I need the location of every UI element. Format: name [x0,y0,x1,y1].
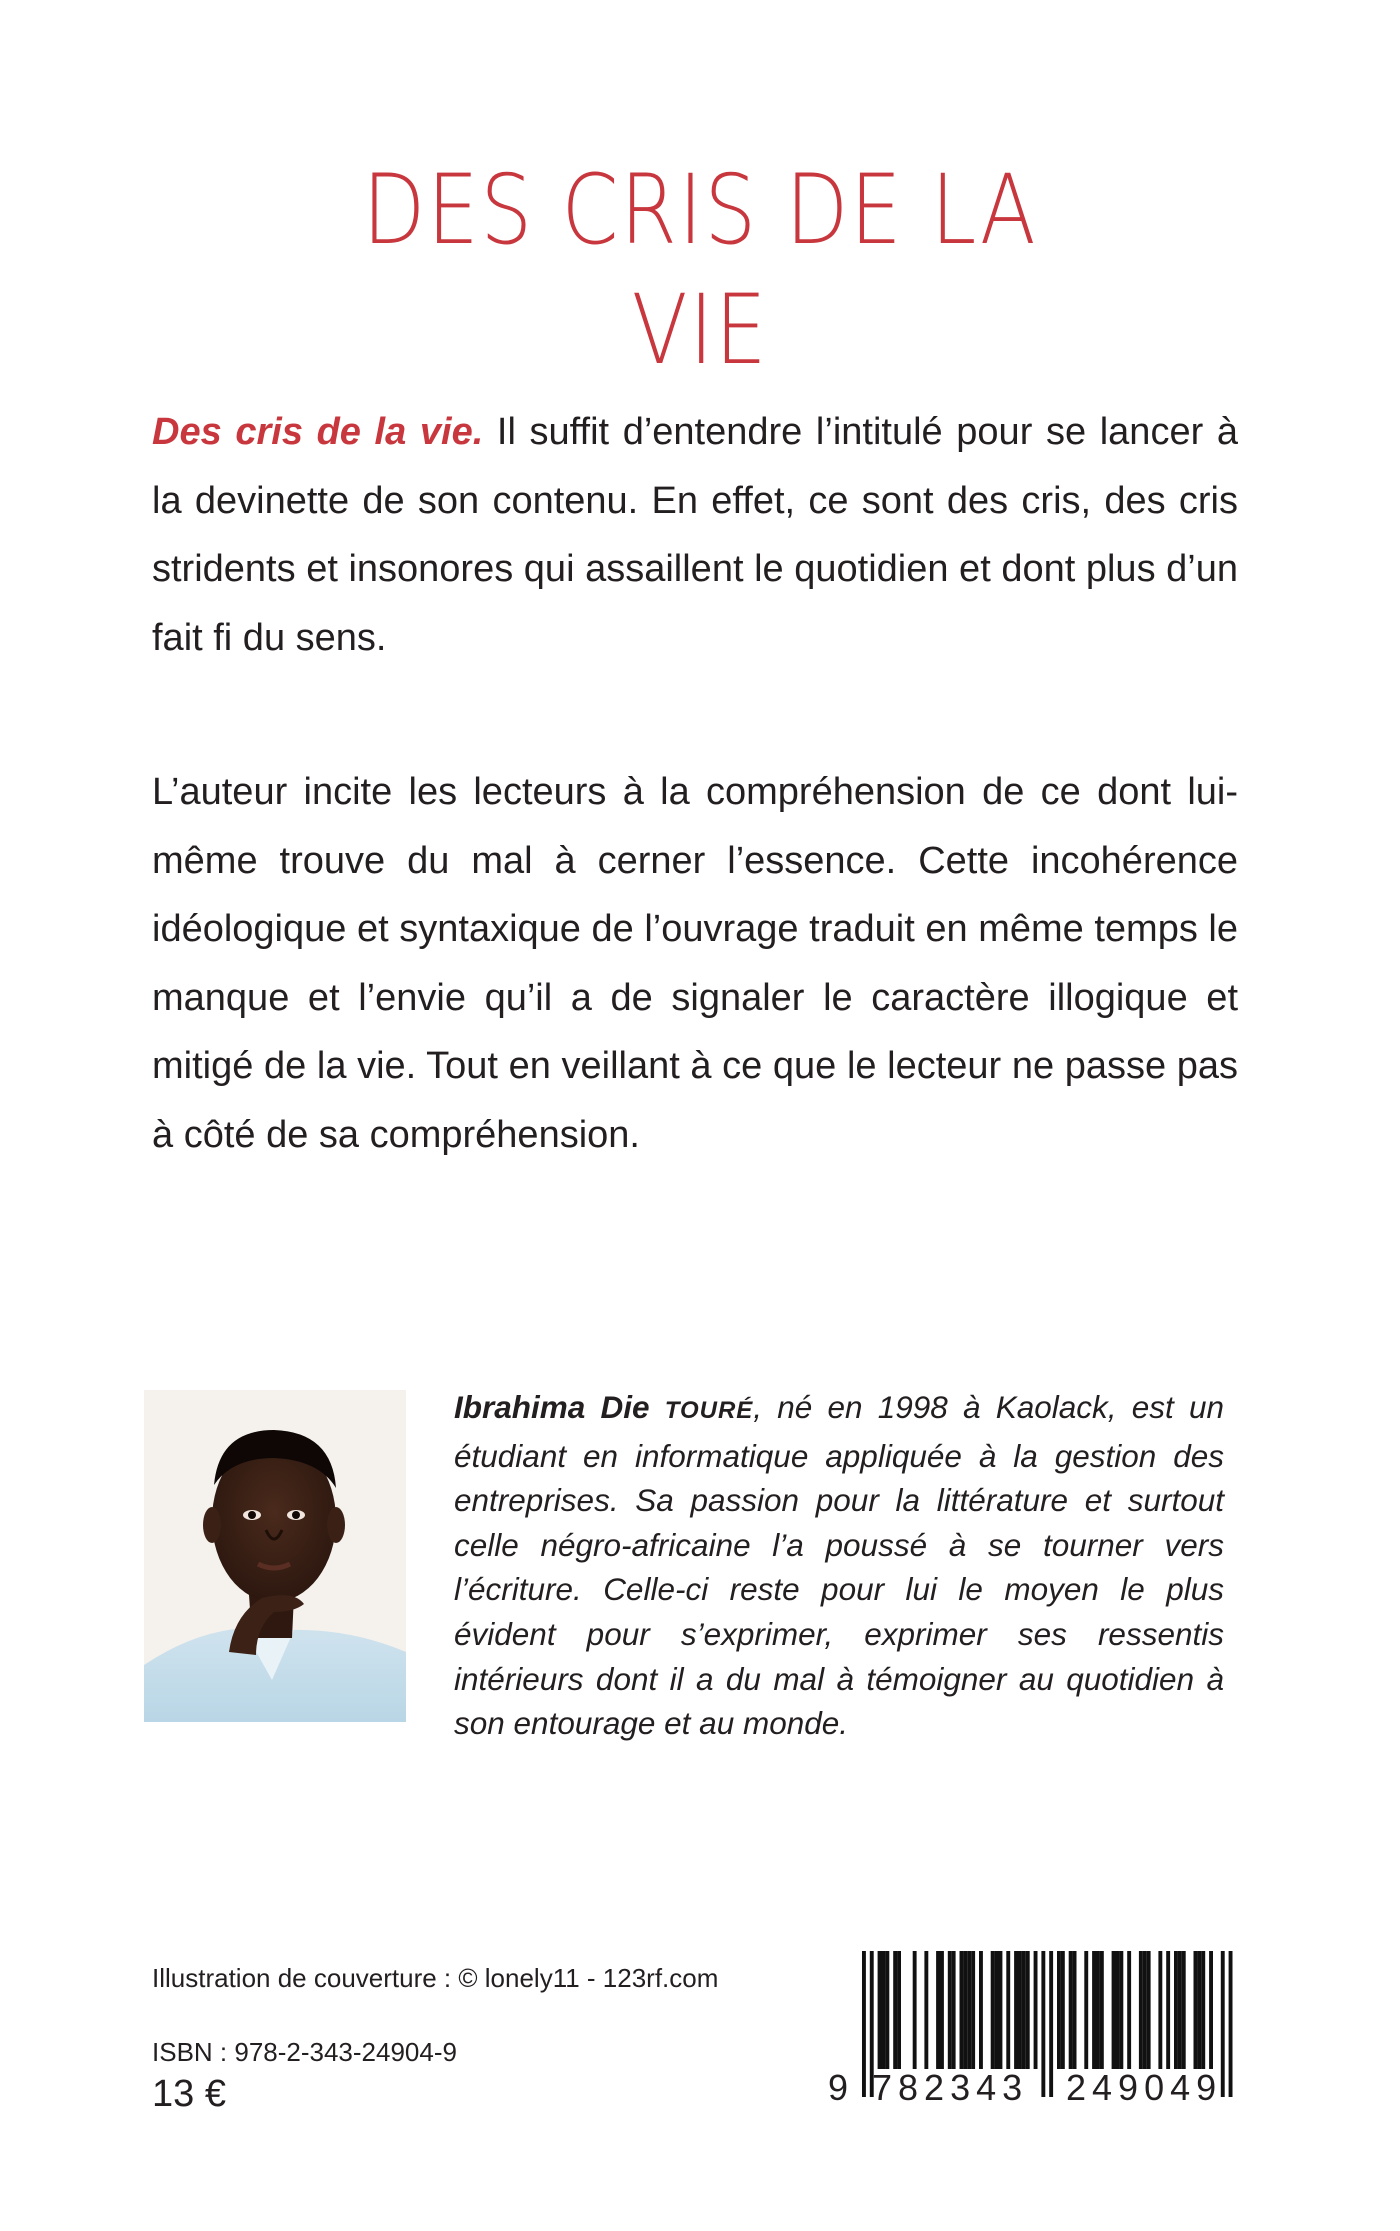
author-bio [454,1385,1224,1746]
synopsis-text-1: Il suffit d’entendre l’intitulé pour se lancer à la devinette de son contenu. En effet, ce sont des cris, des cris stridents et insonores qui assaillent le quotidien et dont plus d’un fait fi du sens. [152,411,1238,659]
barcode-bar [1026,1951,1030,2069]
book-title: DES CRIS DE LA VIE [362,154,1038,386]
barcode-bar [1127,1951,1131,2069]
barcode-bar [1147,1951,1151,2069]
synopsis-paragraph-2: L’auteur incite les lecteurs à la compréhension de ce dont lui-même trouve du mal à cerner l’essence. Cette incohérence idéologique et syntaxique de l’ouvrage traduit en même temps le manque et l’envie qu’il a de signaler le caractère illogique et mitigé de la vie. Tout en veillant à ce que le lecteur ne passe pas à côté de sa compréhension. [152,771,1238,1156]
barcode-bar [882,1951,886,2069]
barcode-digits-group-1: 782343 [872,2067,1029,2108]
barcode-bar [936,1951,940,2069]
barcode-bar [1092,1951,1096,2069]
author-portrait-image [144,1390,406,1722]
barcode-bar [1022,1951,1026,2069]
barcode-bar [1178,1951,1182,2069]
barcode-bar [1073,1951,1077,2069]
barcode-bar [948,1951,952,2069]
barcode-bar [1197,1951,1201,2069]
author-photo [144,1390,406,1722]
barcode-bar [1061,1951,1065,2069]
barcode-bar [1209,1951,1213,2069]
barcode-bar [1018,1951,1022,2069]
barcode-bar [1041,1951,1045,2097]
barcode-bar [885,1951,889,2069]
barcode-bar [1014,1951,1018,2069]
barcode-bar [1100,1951,1104,2069]
barcode-bar [1139,1951,1143,2069]
barcode-bar [913,1951,917,2069]
barcode-bar [1116,1951,1120,2069]
barcode-bar [963,1951,967,2069]
barcode-digits-group-2: 249049 [1066,2067,1223,2108]
author-name-first: Ibrahima Die [454,1389,665,1425]
barcode-bar [1096,1951,1100,2069]
barcode-bar [1034,1951,1038,2069]
barcode-bar [960,1951,964,2069]
barcode-bar [1174,1951,1178,2069]
cover-illustration-credit: Illustration de couverture : © lonely11 - 123rf.com [152,1963,719,1993]
barcode-bar [924,1951,928,2069]
barcode-bar [1194,1951,1198,2069]
barcode-bar [1006,1951,1010,2069]
barcode-bar [971,1951,975,2069]
synopsis-lead: Des cris de la vie. [152,411,484,453]
barcode-bar [991,1951,995,2069]
barcode-bar [893,1951,897,2069]
barcode-bar [862,1951,866,2097]
barcode-bar [1049,1951,1053,2097]
barcode-bar [1143,1951,1147,2069]
barcode-bar [1069,1951,1073,2069]
barcode-bar [1229,1951,1233,2097]
barcode-bar [1119,1951,1123,2069]
barcode-bar [1112,1951,1116,2069]
barcode-bar [1182,1951,1186,2069]
barcode-bar [1166,1951,1170,2069]
barcode-bar [979,1951,983,2069]
barcode-bar [952,1951,956,2069]
price-label: 13 € [152,2073,226,2115]
author-name-last: TOURÉ [664,1397,754,1424]
barcode-bar [1084,1951,1088,2069]
synopsis-paragraph-1 [152,398,1238,672]
barcode-bar [1158,1951,1162,2069]
barcode-bar [967,1951,971,2069]
isbn-label: ISBN : 978-2-343-24904-9 [152,2037,457,2067]
barcode-bar [1201,1951,1205,2069]
barcode-bar [878,1951,882,2069]
author-name [454,1389,753,1425]
barcode-bar [897,1951,901,2069]
author-bio-text: , né en 1998 à Kaolack, est un étudiant en informatique appliquée à la gestion des entreprises. Sa passion pour la littérature et surtout celle négro-africaine l’a poussé à se tourner vers l’écriture. Celle-ci reste pour lui le moyen le plus évident pour s’exprimer, exprimer ses ressentis intérieurs dont il a du mal à témoigner au quotidien à son entourage et au monde. [454,1389,1224,1742]
barcode-bar [999,1951,1003,2069]
barcode-bar [940,1951,944,2069]
barcode-bar [1057,1951,1061,2069]
barcode-digit-first: 9 [828,2067,849,2108]
barcode-bar [995,1951,999,2069]
